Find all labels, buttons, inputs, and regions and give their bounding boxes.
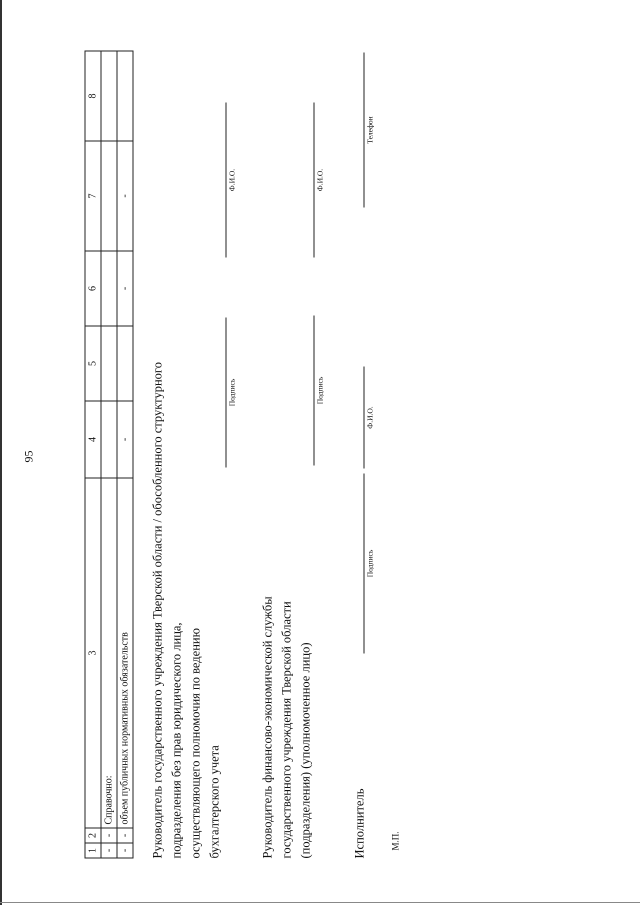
table-cell: - [117, 401, 133, 478]
table-header-row [85, 51, 101, 858]
table-cell [117, 326, 133, 401]
table-cell: - [117, 141, 133, 251]
table-header-cell: 7 [85, 141, 101, 251]
label-line: государственного учреждения Тверской области [279, 600, 293, 858]
table-cell: объем публичных нормативных обязательств [117, 478, 133, 828]
table-cell: - [101, 828, 117, 843]
label-line: бухгалтерского учета [207, 744, 221, 858]
table-header-cell: 8 [85, 51, 101, 141]
signature-label-executor [350, 788, 369, 858]
table-header-cell: 6 [85, 251, 101, 326]
caption-signature: Подпись [227, 378, 236, 406]
table-cell: - [117, 843, 133, 858]
label-line: (подразделения) (уполномоченное лицо) [298, 641, 312, 858]
name-line [363, 366, 364, 468]
name-line [225, 102, 226, 257]
label-line: подразделения без прав юридического лица, [169, 621, 183, 858]
label-line: Руководитель финансово-экономической службы [260, 595, 274, 858]
name-line [313, 102, 314, 257]
table-header-cell: 1 [85, 843, 101, 858]
caption-signature: Подпись [365, 549, 374, 577]
table-cell [101, 326, 117, 401]
table-cell [101, 141, 117, 251]
table-cell [101, 51, 117, 141]
signature-line [313, 315, 314, 465]
report-table [84, 50, 133, 858]
caption-name: Ф.И.О. [227, 168, 236, 191]
label-line: осуществляющего полномочия по ведению [188, 627, 202, 858]
phone-line [363, 52, 364, 207]
table-row [117, 51, 133, 858]
table-header-cell: 3 [85, 478, 101, 828]
table-cell: Справочно: [101, 478, 117, 828]
signature-line [225, 317, 226, 467]
table-cell [101, 251, 117, 326]
caption-phone: Телефон [365, 115, 374, 144]
table-header-cell: 4 [85, 401, 101, 478]
table-cell [101, 401, 117, 478]
table-row [101, 51, 117, 858]
table-cell: - [117, 251, 133, 326]
stamp-placeholder: М.П. [390, 830, 400, 850]
signature-line [363, 473, 364, 653]
signature-label-head [148, 362, 224, 858]
signature-label-finance [258, 596, 315, 858]
table-cell: - [117, 828, 133, 843]
caption-name: Ф.И.О. [365, 405, 374, 429]
caption-signature: Подпись [315, 376, 324, 404]
table-header-cell: 2 [85, 828, 101, 843]
table-cell [117, 51, 133, 141]
page-number: 95 [21, 450, 35, 462]
table-header-cell: 5 [85, 326, 101, 401]
label-line: Руководитель государственного учреждения Тверской области / обособленного структурного [150, 361, 164, 858]
table-cell: - [101, 843, 117, 858]
caption-name: Ф.И.О. [315, 168, 324, 191]
label-line: Исполнитель [352, 788, 366, 858]
